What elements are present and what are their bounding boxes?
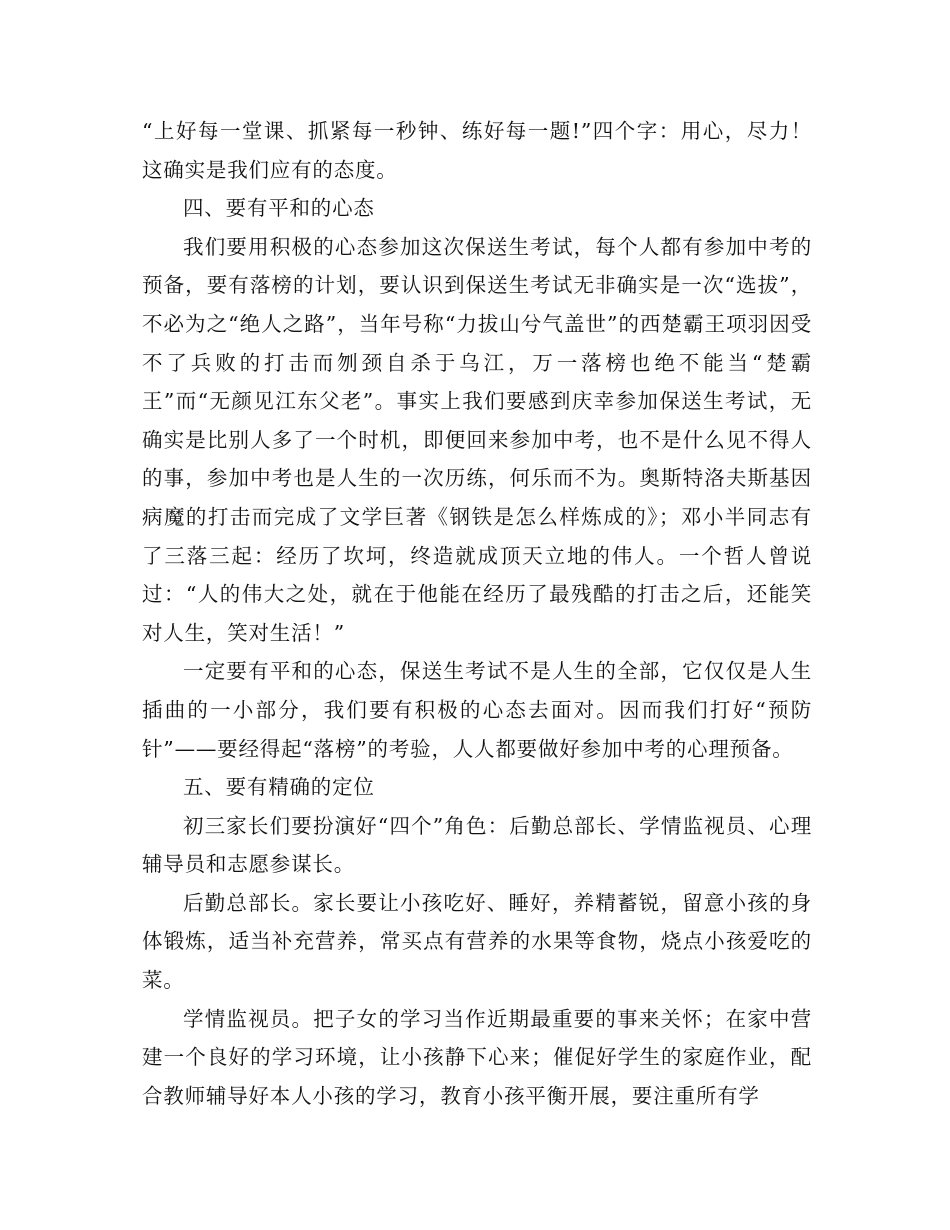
document-body <box>142 112 812 1115</box>
paragraph-parent-roles: 初三家长们要扮演好“四个”角色：后勤总部长、学情监视员、心理辅导员和志愿参谋长。 <box>142 813 812 877</box>
paragraph-study-monitor-role: 学情监视员。把子女的学习当作近期最重要的事来关怀；在家中营建一个良好的学习环境，让小孩静下心来；催促好学生的家庭作业，配合教师辅导好本人小孩的学习，教育小孩平衡开展，要注重所有学 <box>142 1006 812 1108</box>
paragraph-continuation: “上好每一堂课、抓紧每一秒钟、练好每一题!”四个字：用心，尽力！这确实是我们应有的态度。 <box>142 119 812 182</box>
paragraph-calm-mindset: 我们要用积极的心态参加这次保送生考试，每个人都有参加中考的预备，要有落榜的计划，要认识到保送生考试无非确实是一次“选拔”，不必为之“绝人之路”，当年号称“力拔山兮气盖世”的西楚霸王项羽因受不了兵败的打击而刎颈自杀于乌江，万一落榜也绝不能当“楚霸王”而“无颜见江东父老”。事实上我们要感到庆幸参加保送生考试，无确实是比别人多了一个时机，即便回来参加中考，也不是什么见不得人的事，参加中考也是人生的一次历练，何乐而不为。奥斯特洛夫斯基因病魔的打击而完成了文学巨著《钢铁是怎么样炼成的》；邓小半同志有了三落三起：经历了坎坷，终造就成顶天立地的伟人。一个哲人曾说过：“人的伟大之处，就在于他能在经历了最残酷的打击之后，还能笑对人生，笑对生活！” <box>142 234 812 645</box>
section-heading-5: 五、要有精确的定位 <box>183 775 375 800</box>
section-heading-4: 四、要有平和的心态 <box>183 196 375 221</box>
paragraph-logistics-role: 后勤总部长。家长要让小孩吃好、睡好，养精蓄锐，留意小孩的身体锻炼，适当补充营养，常买点有营养的水果等食物，烧点小孩爱吃的菜。 <box>142 890 812 993</box>
paragraph-calm-mindset-summary: 一定要有平和的心态，保送生考试不是人生的全部，它仅仅是人生插曲的一小部分，我们要有积极的心态去面对。因而我们打好“预防针”——要经得起“落榜”的考验，人人都要做好参加中考的心理预备。 <box>142 659 812 761</box>
